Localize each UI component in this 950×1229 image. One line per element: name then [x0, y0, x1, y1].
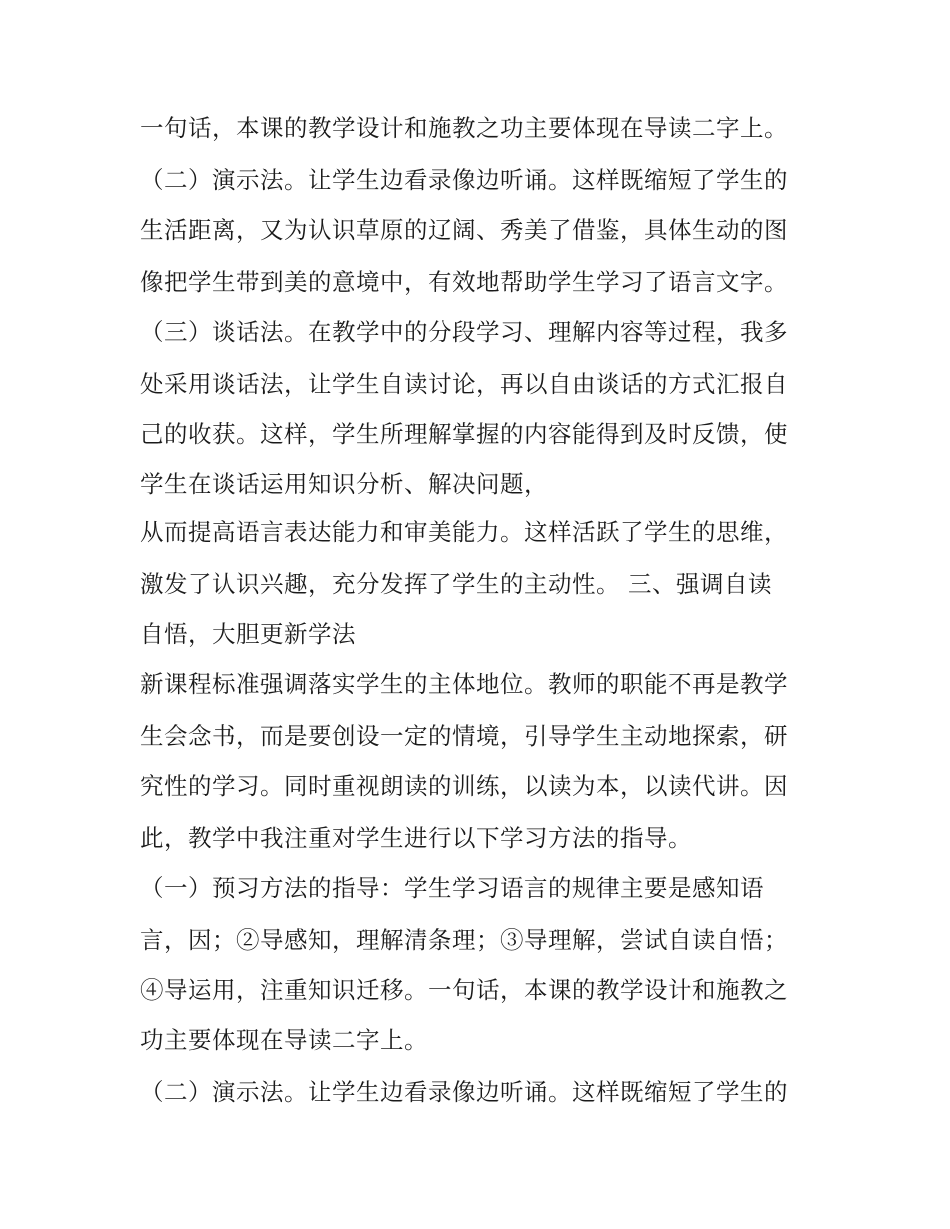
text-line: 己的收获。这样，学生所理解掌握的内容能得到及时反馈，使 — [140, 420, 788, 448]
text-line: 新课程标准强调落实学生的主体地位。教师的职能不再是教学 — [140, 670, 788, 698]
text-line: 功主要体现在导读二字上。 — [140, 1026, 428, 1054]
text-line: 处采用谈话法，让学生自读讨论，再以自由谈话的方式汇报自 — [140, 370, 788, 398]
text-line: （三）谈话法。在教学中的分段学习、理解内容等过程，我多 — [140, 318, 788, 346]
text-line: 此，教学中我注重对学生进行以下学习方法的指导。 — [140, 824, 692, 852]
text-line: 生活距离，又为认识草原的辽阔、秀美了借鉴，具体生动的图 — [140, 216, 788, 244]
text-line: 从而提高语言表达能力和审美能力。这样活跃了学生的思维， — [140, 518, 788, 546]
text-line: 生会念书，而是要创设一定的情境，引导学生主动地探索，研 — [140, 722, 788, 750]
text-line: ④导运用，注重知识迁移。一句话，本课的教学设计和施教之 — [140, 976, 788, 1004]
text-line: 究性的学习。同时重视朗读的训练，以读为本，以读代讲。因 — [140, 772, 788, 800]
text-line: （二）演示法。让学生边看录像边听诵。这样既缩短了学生的 — [140, 1078, 788, 1106]
text-line: （一）预习方法的指导：学生学习语言的规律主要是感知语 — [140, 874, 764, 902]
text-line: 自悟，大胆更新学法 — [140, 620, 356, 648]
text-line: 一句话，本课的教学设计和施教之功主要体现在导读二字上。 — [140, 114, 788, 142]
text-line: （二）演示法。让学生边看录像边听诵。这样既缩短了学生的 — [140, 166, 788, 194]
text-line: 学生在谈话运用知识分析、解决问题， — [140, 470, 548, 498]
text-line: 激发了认识兴趣，充分发挥了学生的主动性。 三、强调自读 — [140, 570, 772, 598]
text-line: 像把学生带到美的意境中，有效地帮助学生学习了语言文字。 — [140, 268, 788, 296]
text-line: 言，因；②导感知，理解清条理；③导理解，尝试自读自悟； — [140, 926, 788, 954]
